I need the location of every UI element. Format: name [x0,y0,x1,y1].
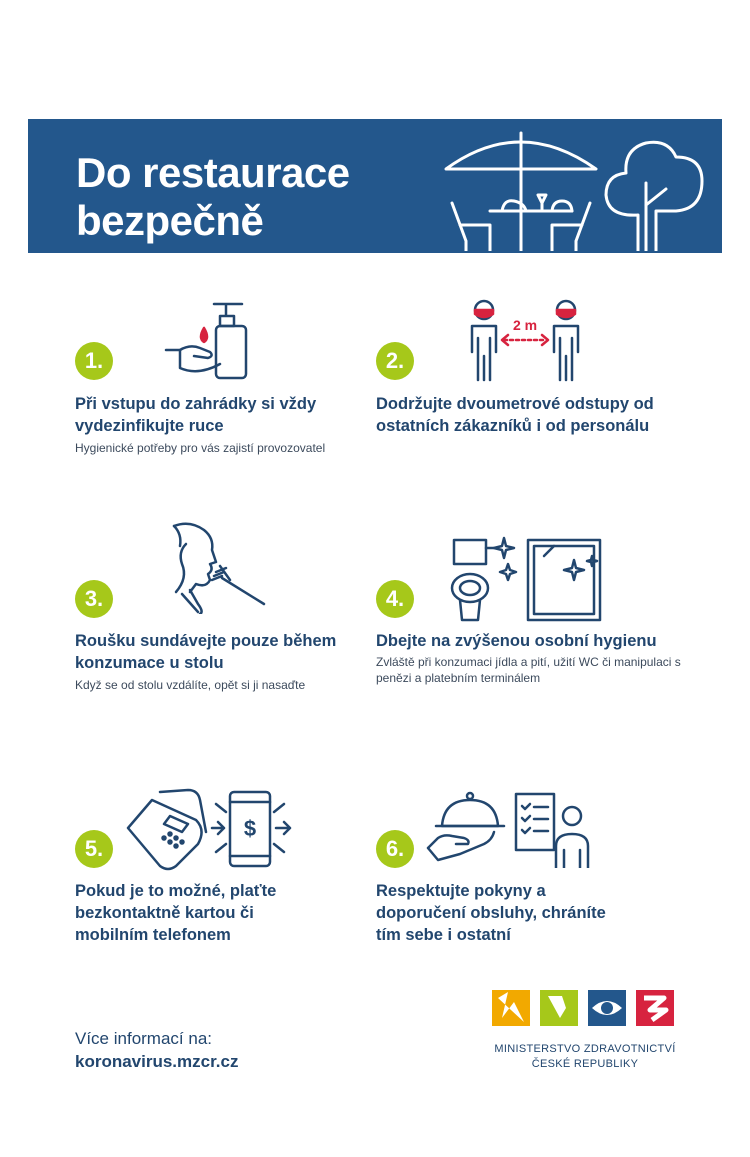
distance-icon [466,296,586,382]
step-number-badge: 1. [75,342,113,380]
website-link[interactable]: koronavirus.mzcr.cz [75,1052,239,1071]
more-info-label: Více informací na: [75,1029,213,1048]
title-line-2: bezpečně [76,197,264,244]
step-note: Když se od stolu vzdálíte, opět si ji nasaďte [75,678,306,692]
header-banner [28,119,722,253]
step-title: Dbejte na zvýšenou osobní hygienu [376,632,657,650]
ministry-name [476,1042,694,1072]
mask-eating-icon [160,518,270,614]
ministry-name-line-1: MINISTERSTVO ZDRAVOTNICTVÍ [494,1043,676,1055]
restaurant-terrace-icon [440,123,720,251]
step-title: Pokud je to možné, plaťte bezkontaktně kartou či mobilním telefonem [75,882,277,944]
step-title: Při vstupu do zahrádky si vždy vydezinfikujte ruce [75,395,317,435]
ministry-name-line-2: ČESKÉ REPUBLIKY [531,1058,639,1070]
hygiene-icon [448,534,606,626]
step-number-badge: 5. [75,830,113,868]
hand-sanitizer-icon [164,298,248,380]
step-number-badge: 4. [376,580,414,618]
page-title [76,149,416,245]
waiter-instructions-icon [424,790,592,868]
step-title: Dodržujte dvoumetrové odstupy od ostatních zákazníků i od personálu [376,395,654,435]
step-number-badge: 6. [376,830,414,868]
step-note: Hygienické potřeby pro vás zajistí provozovatel [75,441,326,455]
svg-text:$: $ [243,816,257,841]
title-line-1: Do restaurace [76,149,350,196]
ministry-logo [492,988,678,1028]
step-number-badge: 3. [75,580,113,618]
distance-label: 2 m [512,317,538,333]
contactless-payment-icon [124,786,296,872]
step-note: Zvláště při konzumaci jídla a pití, užití WC či manipulaci s penězi a platebním terminálem [376,655,681,685]
step-title: Roušku sundávejte pouze během konzumace u stolu [75,632,337,672]
step-number-badge: 2. [376,342,414,380]
step-title: Respektujte pokyny a doporučení obsluhy, chráníte tím sebe i ostatní [376,882,606,944]
